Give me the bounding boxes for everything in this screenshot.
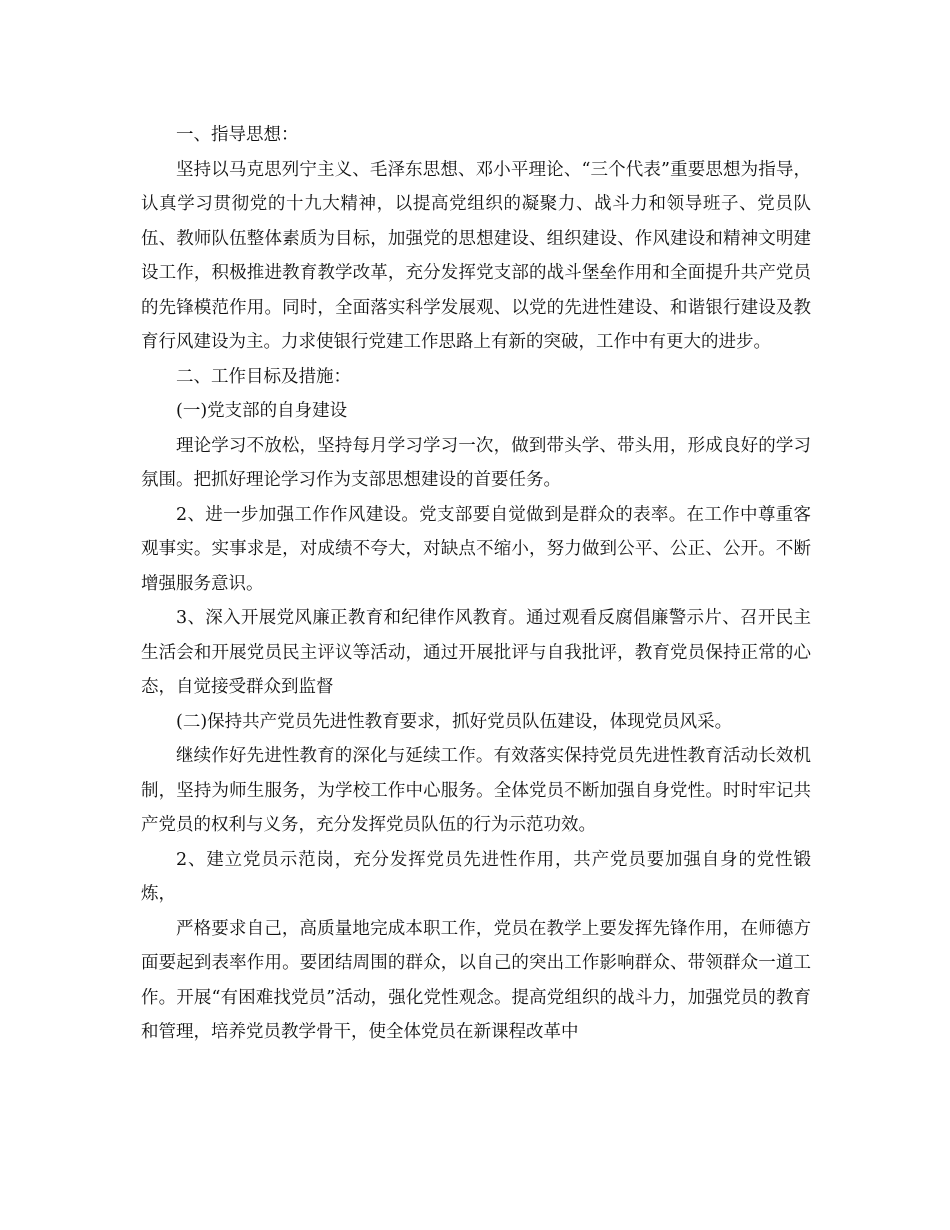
paragraph-strict-requirements: 严格要求自己，高质量地完成本职工作，党员在教学上要发挥先锋作用，在师德方面要起到表率作用。要团结周围的群众，以自己的突出工作影响群众、带领群众一道工作。开展“有困难找党员”活动，强化党性观念。提高党组织的战斗力，加强党员的教育和管理，培养党员教学骨干，使全体党员在新课程改革中 [141,918,811,1042]
paragraph-guiding-ideology-body: 坚持以马克思列宁主义、毛泽东思想、邓小平理论、“三个代表”重要思想为指导，认真学习贯彻党的十九大精神，以提高党组织的凝聚力、战斗力和领导班子、党员队伍、教师队伍整体素质为目标，加强党的思想建设、组织建设、作风建设和精神文明建设工作，积极推进教育教学改革，充分发挥党支部的战斗堡垒作用和全面提升共产党员的先锋模范作用。同时，全面落实科学发展观、以党的先进性建设、和谐银行建设及教育行风建设为主。力求使银行党建工作思路上有新的突破，工作中有更大的进步。 [141,159,811,352]
paragraph-model-posts: 2、建立党员示范岗，充分发挥党员先进性作用，共产党员要加强自身的党性锻炼， [141,849,811,904]
paragraph-work-style: 2、进一步加强工作作风建设。党支部要自觉做到是群众的表率。在工作中尊重客观事实。实事求是，对成绩不夸大，对缺点不缩小，努力做到公平、公正、公开。不断增强服务意识。 [141,504,811,594]
subsection-heading-branch-self-building: (一)党支部的自身建设 [176,401,348,421]
paragraph-continue-education: 继续作好先进性教育的深化与延续工作。有效落实保持党员先进性教育活动长效机制，坚持为师生服务，为学校工作中心服务。全体党员不断加强自身党性。时时牢记共产党员的权利与义务，充分发挥党员队伍的行为示范功效。 [141,746,811,835]
paragraph-theory-study: 理论学习不放松，坚持每月学习学习一次，做到带头学、带头用，形成良好的学习氛围。把抓好理论学习作为支部思想建设的首要任务。 [141,435,811,490]
subsection-heading-advanced-education: (二)保持共产党员先进性教育要求，抓好党员队伍建设，体现党员风采。 [176,711,733,732]
document-body [141,118,811,1050]
paragraph-integrity-education: 3、深入开展党风廉正教育和纪律作风教育。通过观看反腐倡廉警示片、召开民主生活会和开展党员民主评议等活动，通过开展批评与自我批评，教育党员保持正常的心态，自觉接受群众到监督 [141,608,811,697]
section-heading-guiding-ideology: 一、指导思想： [176,125,299,145]
section-heading-goals-measures: 二、工作目标及措施： [176,366,351,387]
